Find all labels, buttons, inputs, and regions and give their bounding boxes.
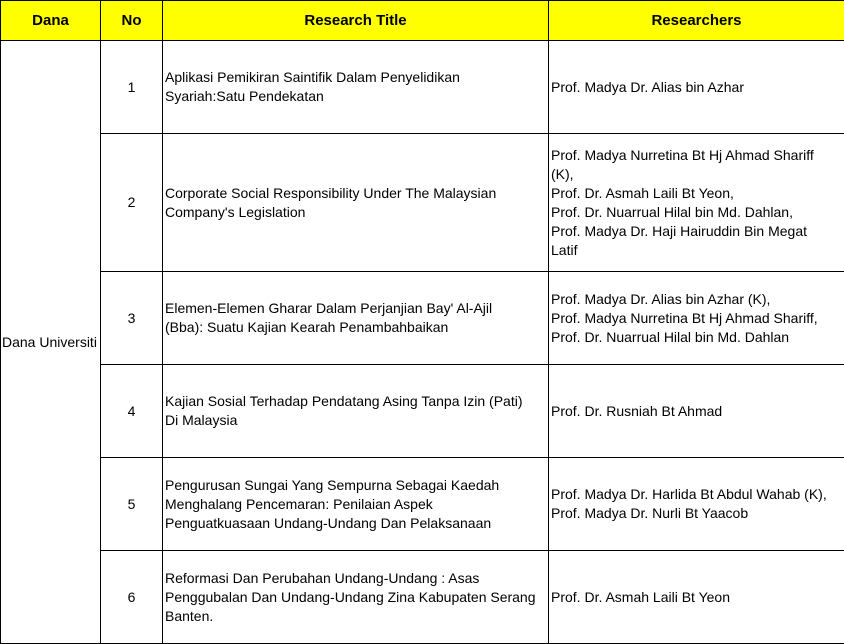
research-title-cell <box>163 551 549 644</box>
header-row <box>1 1 844 41</box>
research-title-cell <box>163 458 549 551</box>
row-number-cell: 6 <box>101 551 163 644</box>
researchers-cell <box>549 551 844 644</box>
research-title-line: Penggubalan Dan Undang-Undang Zina Kabupaten Serang <box>165 588 536 605</box>
research-title-line: Elemen-Elemen Gharar Dalam Perjanjian Bay' Al-Ajil <box>165 300 493 316</box>
researcher-line: Latif <box>551 241 578 258</box>
researchers-cell <box>549 134 844 272</box>
row-number-cell: 4 <box>101 365 163 458</box>
row-number-cell: 2 <box>101 134 163 272</box>
researcher-line: Prof. Dr. Nuarrual Hilal bin Md. Dahlan <box>551 328 790 345</box>
research-title-line: Banten. <box>165 607 214 624</box>
table-row <box>1 272 844 365</box>
researchers-cell <box>549 41 844 134</box>
table-row <box>1 365 844 458</box>
research-title-cell <box>163 365 549 458</box>
row-number-cell: 1 <box>101 41 163 134</box>
researcher-line: Prof. Madya Nurretina Bt Hj Ahmad Shariff <box>551 146 814 163</box>
research-title-cell <box>163 134 549 272</box>
research-title-cell <box>163 41 549 134</box>
researcher-line: Prof. Dr. Rusniah Bt Ahmad <box>551 402 723 419</box>
researcher-line: Prof. Dr. Asmah Laili Bt Yeon, <box>551 184 734 201</box>
header-dana: Dana <box>1 1 101 41</box>
researchers-cell <box>549 272 844 365</box>
research-title-line: Corporate Social Responsibility Under The Malaysian <box>165 184 497 201</box>
research-title-line: Company's Legislation <box>165 203 306 220</box>
table-body <box>1 41 844 644</box>
research-title-line: Reformasi Dan Perubahan Undang-Undang : Asas <box>165 569 480 586</box>
research-title-line: Aplikasi Pemikiran Saintifik Dalam Penyelidikan <box>165 69 460 85</box>
row-number-cell: 5 <box>101 458 163 551</box>
researchers-cell <box>549 458 844 551</box>
table-row <box>1 458 844 551</box>
researcher-line: Prof. Dr. Asmah Laili Bt Yeon <box>551 588 730 605</box>
dana-cell: Dana Universiti <box>1 41 101 644</box>
researcher-line: (K), <box>551 165 574 182</box>
researcher-line: Prof. Dr. Nuarrual Hilal bin Md. Dahlan, <box>551 203 793 220</box>
researcher-line: Prof. Madya Dr. Haji Hairuddin Bin Megat <box>551 222 807 239</box>
researcher-line: Prof. Madya Dr. Alias bin Azhar <box>551 78 744 95</box>
researcher-line: Prof. Madya Dr. Harlida Bt Abdul Wahab (K), <box>551 486 827 502</box>
header-research-title: Research Title <box>163 1 549 41</box>
research-title-cell <box>163 272 549 365</box>
research-title-line: (Bba): Suatu Kajian Kearah Penambahbaikan <box>165 319 449 335</box>
researcher-line: Prof. Madya Dr. Alias bin Azhar (K), <box>551 290 771 307</box>
table-row <box>1 551 844 644</box>
researcher-line: Prof. Madya Dr. Nurli Bt Yaacob <box>551 505 749 521</box>
research-title-line: Kajian Sosial Terhadap Pendatang Asing Tanpa Izin (Pati) <box>165 393 523 409</box>
research-title-line: Syariah:Satu Pendekatan <box>165 88 324 104</box>
research-title-line: Pengurusan Sungai Yang Sempurna Sebagai Kaedah <box>165 476 500 493</box>
researcher-line: Prof. Madya Nurretina Bt Hj Ahmad Shariff, <box>551 309 818 326</box>
header-no: No <box>101 1 163 41</box>
table-row <box>1 41 844 134</box>
research-title-line: Di Malaysia <box>165 412 238 428</box>
research-title-line: Penguatkuasaan Undang-Undang Dan Pelaksanaan <box>165 514 492 531</box>
table-row <box>1 134 844 272</box>
research-title-line: Menghalang Pencemaran: Penilaian Aspek <box>165 495 433 512</box>
researchers-cell <box>549 365 844 458</box>
row-number-cell: 3 <box>101 272 163 365</box>
header-researchers: Researchers <box>549 1 844 41</box>
